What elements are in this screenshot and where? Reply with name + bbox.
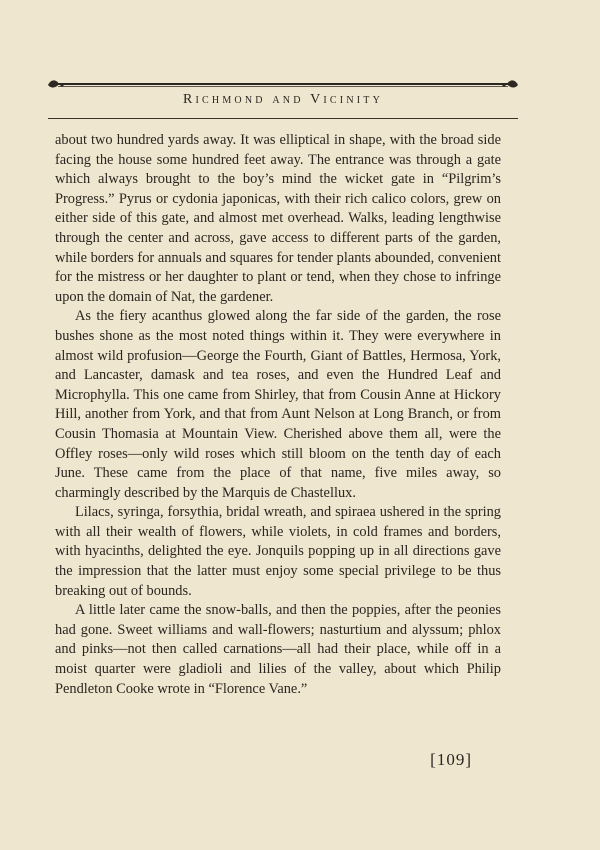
header-divider <box>48 118 518 119</box>
running-head: Richmond and Vicinity <box>182 92 384 107</box>
paragraph: As the fiery acanthus glowed along the far side of the garden, the rose bushes shone as the most noted things within it. They were everywhere in almost wild profusion—George the Fourth, Giant of Battles, Hermosa, York, and Lancaster, damask and tea roses, and even the Hundred Leaf and Microphylla. This one came from Shirley, that from Cousin Anne at Hickory Hill, another from York, and that from Aunt Nelson at Long Branch, or from Cousin Thomasia at Mountain View. Cherished above them all, were the Offley roses—only wild roses which still bloom on the tenth day of each June. These came from the place of that name, five miles away, so charmingly described by the Marquis de Chastellux. <box>55 308 501 501</box>
paragraph: A little later came the snow-balls, and then the poppies, after the peonies had gone. Sweet williams and wall-flowers; nasturtium and alyssum; phlox and pinks—not then called carnations—all had their place, while off in a moist quarter were gladioli and lilies of the valley, about which Philip Pendleton Cooke wrote in “Florence Vane.” <box>55 602 501 697</box>
body-text <box>55 131 501 699</box>
page-number: [109] <box>430 750 472 769</box>
paragraph: about two hundred yards away. It was elliptical in shape, with the broad side facing the house some hundred feet away. The entrance was through a gate which always brought to the boy’s mind the wicket gate in “Pilgrim’s Progress.” Pyrus or cydonia japonicas, with their rich calico colors, grew on either side of this gate, and almost met overhead. Walks, leading lengthwise through the center and across, gave access to different parts of the garden, while borders for annuals and squares for tender plants abounded, convenient for the mistress or her daughter to plant or tend, when they chose to infringe upon the domain of Nat, the gardener. <box>55 132 501 305</box>
header-ornament-rule <box>48 76 518 92</box>
paragraph: Lilacs, syringa, forsythia, bridal wreath, and spiraea ushered in the spring with all their wealth of flowers, while violets, in cold frames and borders, with hyacinths, delighted the eye. Jonquils popping up in all directions gave the impression that the latter must enjoy some special privilege to be thus breaking out of bounds. <box>55 504 501 599</box>
